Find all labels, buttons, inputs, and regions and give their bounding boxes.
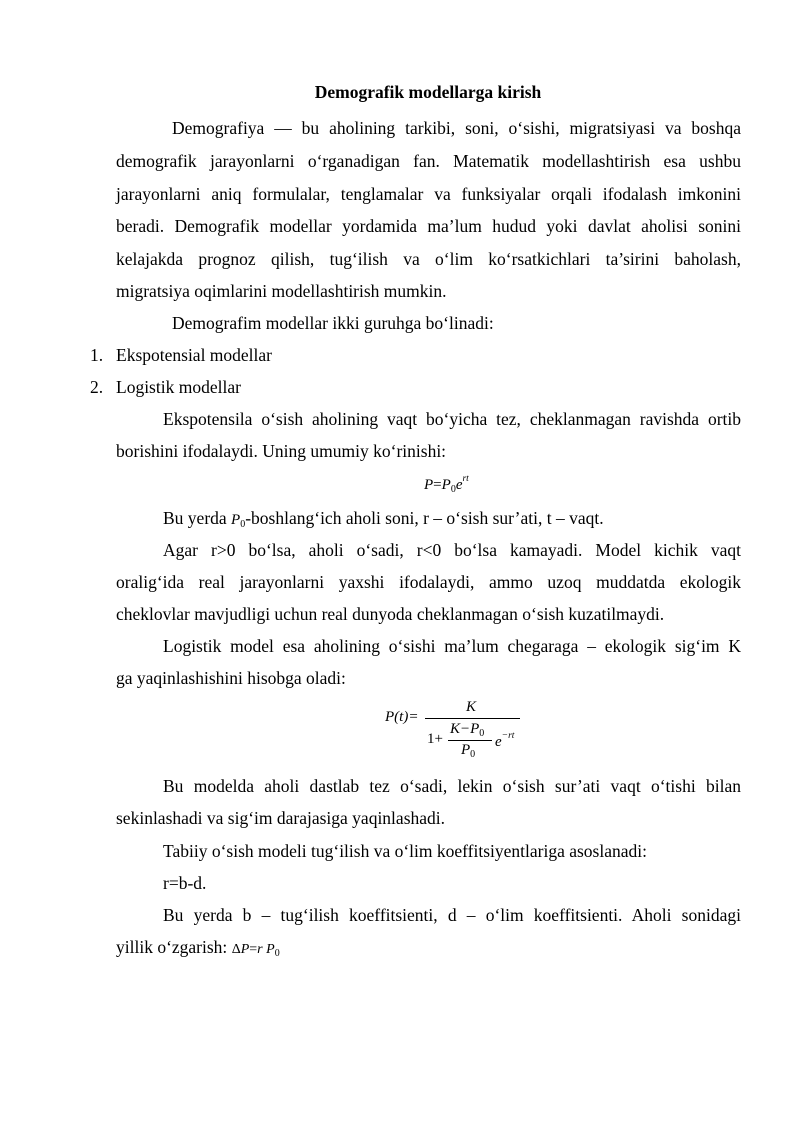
paragraph-line: borishini ifodalaydi. Uning umumiy ko‘rinishi: [116,441,447,461]
paragraph-line: Demografim modellar ikki guruhga bo‘linadi: [172,313,494,333]
list-number: 2. [90,377,104,397]
paragraph-line: oralig‘ida real jarayonlarni yaxshi ifodalaydi, ammo uzoq muddatda ekologik [116,572,741,592]
paragraph-line: Ekspotensila o‘sish aholining vaqt bo‘yicha tez, cheklanmagan ravishda ortib [163,409,741,429]
list-item: Logistik modellar [116,377,241,397]
list-number: 1. [90,345,104,365]
paragraph-line: Bu yerda b – tug‘ilish koeffitsienti, d – o‘lim koeffitsienti. Aholi sonidagi [163,905,741,925]
paragraph-line: ga yaqinlashishini hisobga oladi: [116,668,346,688]
paragraph-line: yillik o‘zgarish: ΔP=r $P_0$ [116,937,280,959]
fraction-bar [425,718,520,719]
fraction-bar [448,740,492,741]
paragraph-line: Logistik model esa aholining o‘sishi ma’lum chegaraga – ekologik sig‘im K [163,636,741,656]
paragraph-line: Demografiya — bu aholining tarkibi, soni, o‘sishi, migratsiyasi va boshqa [172,118,741,138]
paragraph-line: jarayonlarni aniq formulalar, tenglamalar va funksiyalar orqali ifodalash imkonini [116,184,741,204]
paragraph-line: migratsiya oqimlarini modellashtirish mumkin. [116,281,447,301]
paragraph-line: kelajakda prognoz qilish, tug‘ilish va o‘lim ko‘rsatkichlari ta’sirini baholash, [116,249,741,269]
paragraph-line: cheklovlar mavjudligi uchun real dunyoda cheklanmagan o‘sish kuzatilmaydi. [116,604,665,624]
document-page: Demografik modellarga kirish Demografiya — bu aholining tarkibi, soni, o‘sishi, migratsiyasi va boshqa demografik jarayonlarni o‘rganadigan fan. Matematik modellashtirish esa ushbu jarayonlarni aniq formulalar, tenglamalar va funksiyalar orqali ifodalash imkonini beradi. Demografik modellar yordamida ma’lum hudud yoki davlat aholisi sonini kelajakda prognoz qilish, tug‘ilish va o‘lim ko‘rsatkichlari ta’sirini baholash, migratsiya oqimlarini modellashtirish mumkin. Demografim modellar ikki guruhga bo‘linadi: 1. Ekspotensial modellar 2. Logistik modellar Ekspotensila o‘sish aholining vaqt bo‘yicha tez, cheklanmagan ravishda ortib borishini ifodalaydi. Uning umumiy ko‘rinishi: $P=P_0e^{rt}$ Bu yerda $P_0-boshlang‘ich$ aholi soni, r – o‘sish sur’ati, t – vaqt. Agar r>0 bo‘lsa, aholi o‘sadi, r<0 bo‘lsa kamayadi. Model kichik vaqt oralig‘ida real jarayonlarni yaxshi ifodalaydi, ammo uzoq muddatda ekologik cheklovlar mavjudligi uchun real dunyoda cheklanmagan o‘sish kuzatilmaydi. Logistik model esa aholining o‘sishi ma’lum chegaraga – ekologik sig‘im K ga yaqinlashishini hisobga oladi: P(t)= K 1+ $K-P_0$ $P_0$ $e^{-rt}$ Bu modelda aholi dastlab tez o‘sadi, lekin o‘sish sur’ati vaqt o‘tishi bilan sekinlashadi va sig‘im darajasiga yaqinlashadi. Tabiiy o‘sish modeli tug‘ilish va o‘lim koeffitsiyentlariga asoslanadi: r=b-d. Bu yerda b – tug‘ilish koeffitsienti, d – o‘lim koeffitsienti. Aholi sonidagi yillik o‘zgarish: ΔP=r $P_0$ [0,0,800,1131]
paragraph-line: r=b-d. [163,873,207,893]
paragraph-line: Bu modelda aholi dastlab tez o‘sadi, lekin o‘sish sur’ati vaqt o‘tishi bilan [163,776,741,796]
paragraph-line: Tabiiy o‘sish modeli tug‘ilish va o‘lim koeffitsiyentlariga asoslanadi: [163,841,647,861]
paragraph-line: Agar r>0 bo‘lsa, aholi o‘sadi, r<0 bo‘lsa kamayadi. Model kichik vaqt [163,540,741,560]
list-item: Ekspotensial modellar [116,345,273,365]
page-title: Demografik modellarga kirish [314,82,542,102]
equation-exponential: $P=P_0e^{rt}$ [424,474,469,495]
paragraph-line: demografik jarayonlarni o‘rganadigan fan. Matematik modellashtirish esa ushbu [116,151,741,171]
paragraph-line: beradi. Demografik modellar yordamida ma’lum hudud yoki davlat aholisi sonini [116,216,741,236]
equation-change: ΔP=r $P_0$ [231,942,280,959]
paragraph-line: Bu yerda $P_0-boshlang‘ich$ aholi soni, r – o‘sish sur’ati, t – vaqt. [163,508,604,530]
paragraph-line: sekinlashadi va sig‘im darajasiga yaqinlashadi. [116,808,446,828]
